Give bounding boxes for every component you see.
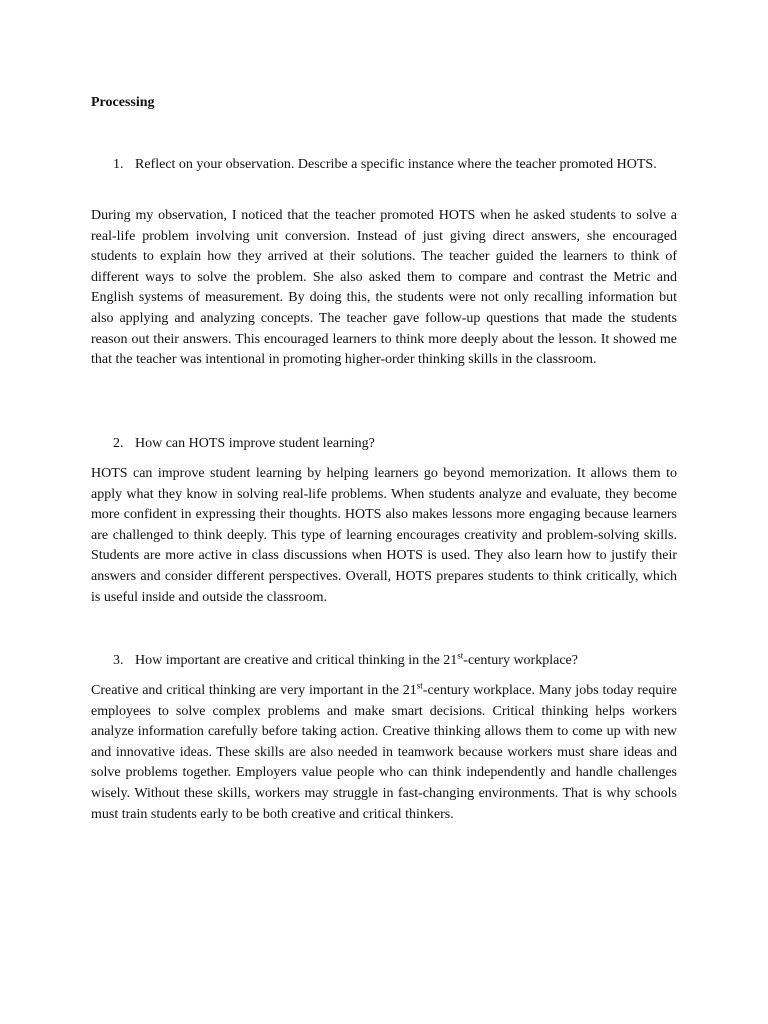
question-number: 1. <box>113 157 124 172</box>
question-number: 3. <box>113 653 124 668</box>
ordinal-superscript: st <box>457 650 464 661</box>
question-text-part: -century workplace? <box>463 653 578 668</box>
answer-1: During my observation, I noticed that the teacher promoted HOTS when he asked students to solve a real-life problem involving unit conversion. Instead of just giving direct answers, she encouraged students to explain how they arrived at their solutions. The teacher guided the learners to think of different ways to solve the problem. She also asked them to compare and contrast the Metric and English systems of measurement. By doing this, the students were not only recalling information but also applying and analyzing concepts. The teacher gave follow-up questions that made the students reason out their answers. This encouraged learners to think more deeply about the lesson. It showed me that the teacher was intentional in promoting higher-order thinking skills in the classroom. <box>91 208 677 368</box>
section-heading: Processing <box>91 95 155 110</box>
question-text <box>135 650 677 671</box>
question-number: 2. <box>113 436 124 451</box>
question-2 <box>113 433 677 454</box>
answer-text-part: Creative and critical thinking are very important in the 21 <box>91 683 417 698</box>
question-text: Reflect on your observation. Describe a specific instance where the teacher promoted HOTS. <box>135 157 657 172</box>
ordinal-superscript: st <box>416 680 423 691</box>
question-text: How can HOTS improve student learning? <box>135 436 375 451</box>
answer-2: HOTS can improve student learning by helping learners go beyond memorization. It allows them to apply what they know in solving real-life problems. When students analyze and evaluate, they become more confident in expressing their thoughts. HOTS also makes lessons more engaging because learners are challenged to think deeply. This type of learning encourages creativity and problem-solving skills. Students are more active in class discussions when HOTS is used. They also learn how to justify their answers and consider different perspectives. Overall, HOTS prepares students to think critically, which is useful inside and outside the classroom. <box>91 466 677 605</box>
question-3 <box>113 650 677 671</box>
question-1 <box>113 154 677 175</box>
answer-3 <box>91 681 677 825</box>
answer-text-part: -century workplace. Many jobs today require employees to solve complex problems and make smart decisions. Critical thinking helps workers analyze information carefully before taking action. Creative thinking allows them to come up with new and innovative ideas. These skills are also needed in teamwork because workers must share ideas and solve problems together. Employers value people who can think independently and handle challenges wisely. Without these skills, workers may struggle in fast-changing environments. That is why schools must train students early to be both creative and critical thinkers. <box>91 683 677 822</box>
question-text-part: How important are creative and critical thinking in the 21 <box>135 653 458 668</box>
